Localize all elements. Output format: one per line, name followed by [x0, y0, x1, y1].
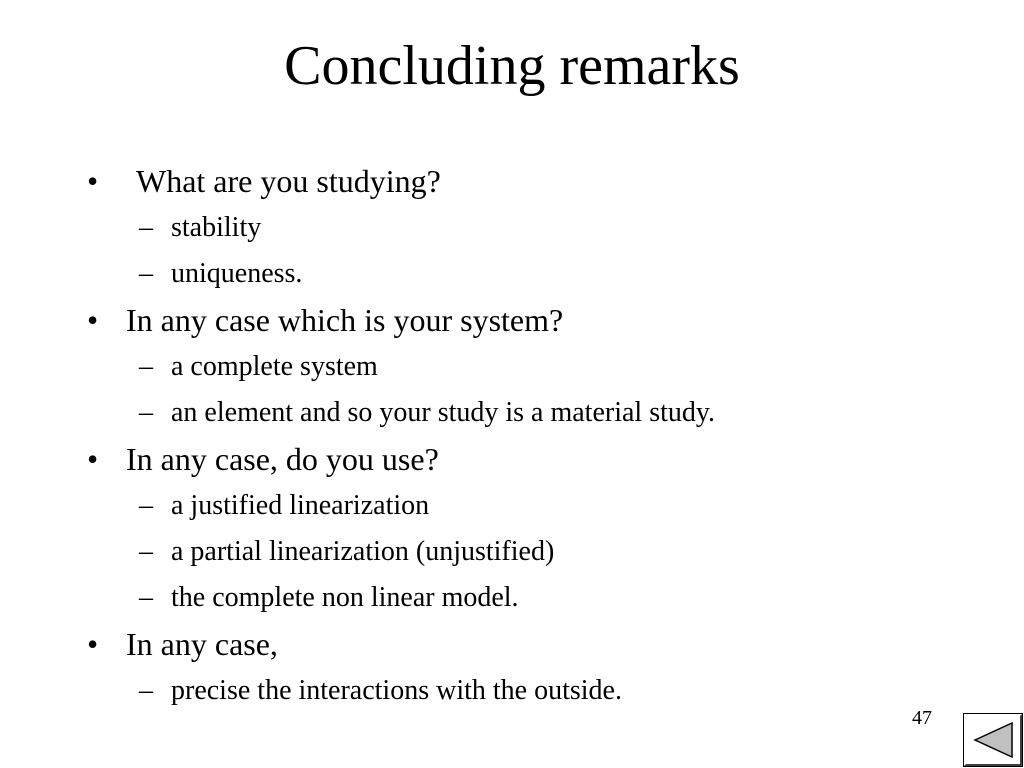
bullet-list: [87, 158, 987, 714]
sub-item-text: a partial linearization (unjustified): [171, 536, 555, 567]
bullet-item: [87, 158, 987, 205]
dash-icon: –: [139, 351, 153, 382]
triangle-left-icon: [972, 721, 1014, 759]
dash-icon: –: [139, 536, 153, 567]
sub-item: [87, 529, 987, 575]
dash-icon: –: [139, 397, 153, 428]
sub-item-text: precise the interactions with the outside.: [171, 675, 622, 706]
dash-icon: –: [139, 258, 153, 289]
sub-item-text: a complete system: [171, 351, 378, 382]
bullet-icon: •: [87, 441, 99, 477]
sub-item: [87, 575, 987, 621]
sub-item-text: a justified linearization: [171, 490, 430, 521]
dash-icon: –: [139, 675, 153, 706]
sub-item-text: the complete non linear model.: [171, 582, 519, 613]
bullet-item: [87, 297, 987, 344]
sub-item: [87, 668, 987, 714]
sub-item: [87, 390, 987, 436]
sub-item-text: uniqueness.: [171, 258, 303, 289]
sub-item-text: an element and so your study is a material study.: [171, 397, 716, 428]
sub-item: [87, 251, 987, 297]
previous-slide-button[interactable]: [964, 714, 1022, 766]
bullet-item: [87, 436, 987, 483]
sub-item-text: stability: [171, 212, 262, 243]
bullet-icon: •: [87, 626, 99, 662]
bullet-text: What are you studying?: [136, 163, 441, 199]
sub-item: [87, 205, 987, 251]
slide-title: Concluding remarks: [284, 35, 740, 97]
sub-item: [87, 483, 987, 529]
dash-icon: –: [139, 212, 153, 243]
page-number: 47: [912, 707, 932, 729]
dash-icon: –: [139, 582, 153, 613]
bullet-text: In any case,: [126, 626, 278, 662]
bullet-item: [87, 621, 987, 668]
sub-item: [87, 344, 987, 390]
bullet-text: In any case which is your system?: [126, 302, 564, 338]
bullet-icon: •: [87, 163, 99, 199]
bullet-icon: •: [87, 302, 99, 338]
dash-icon: –: [139, 490, 153, 521]
bullet-text: In any case, do you use?: [126, 441, 439, 477]
